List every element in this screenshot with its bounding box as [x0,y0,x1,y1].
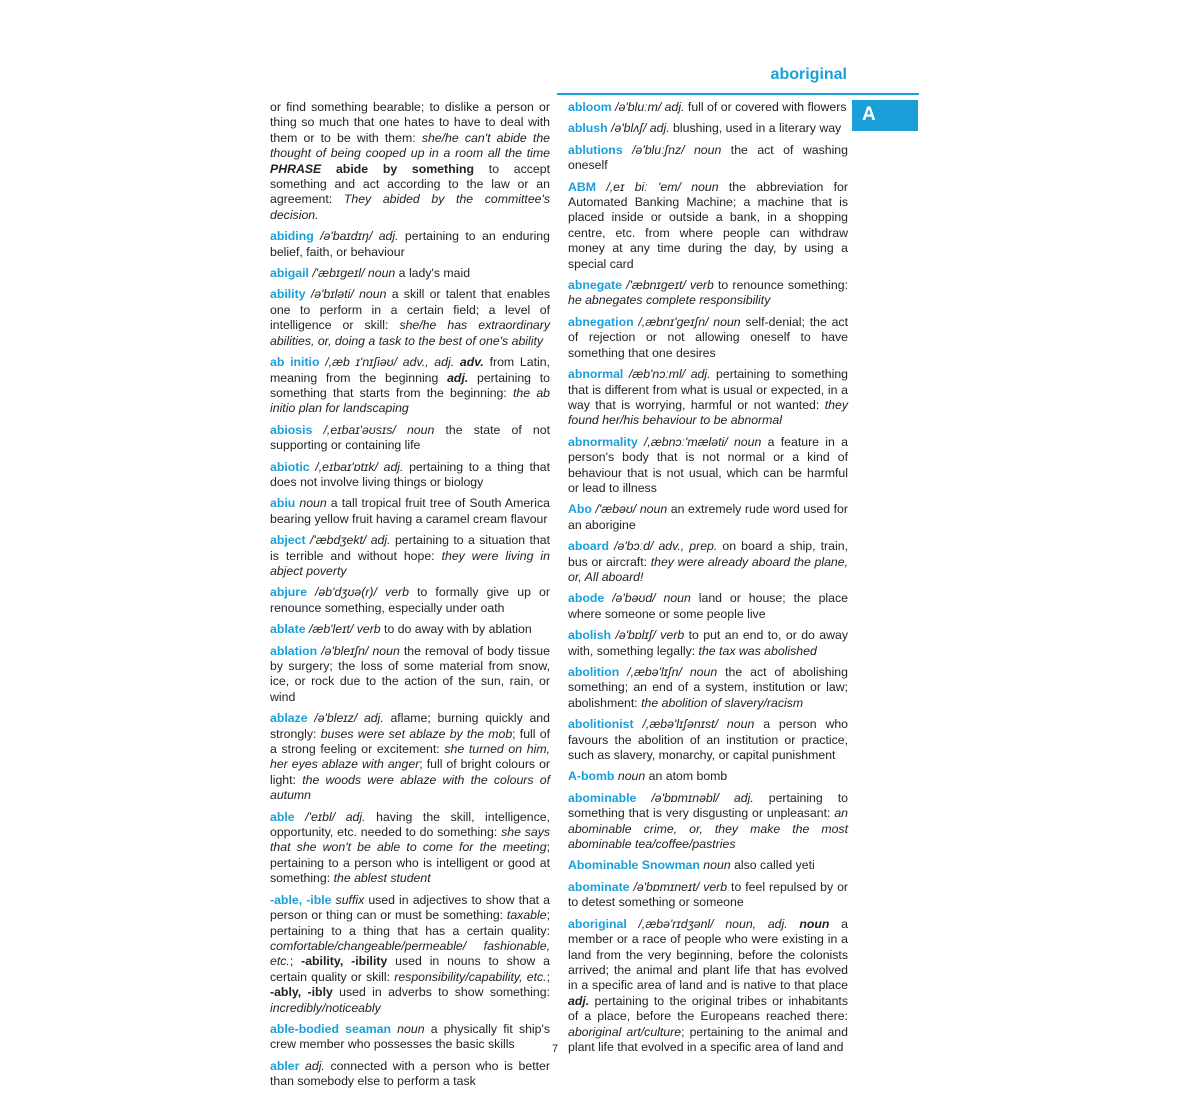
entry-example: an abominable crime, or, they make the most abominable tea/coffee/pastries [568,806,848,852]
entry-definition: pertaining to something that is different from what is usual or expected, in a way that is worrying, harmful or not wanted: [568,367,848,412]
entry-part-of-speech: verb [356,622,381,637]
entry-part-of-speech: noun [372,643,400,658]
entry-pronunciation: /ə'bluːʃnz/ [622,142,694,157]
dictionary-entry [568,665,848,711]
entry-headword: abiding [270,229,314,244]
entry-example: they were living in abject poverty [270,548,550,578]
entry-definition: to feel repulsed by or to detest something or someone [568,879,848,910]
entry-example: she/he has extraordinary abilities, or, doing a task to the best of one's ability [270,318,550,348]
entry-part-of-speech: noun [397,1021,425,1036]
entry-example: she/he can't abide the thought of being cooped up in a room all the time [270,130,550,161]
entry-example: they found her/his behaviour to be abnormal [568,397,848,428]
entry-pronunciation: /,æbə'rɪdʒənl/ [626,916,726,931]
entry-part-of-speech: noun [367,266,396,281]
entry-pronunciation: /æb'nɔːml/ [623,367,691,382]
dictionary-entry [270,496,550,527]
entry-part-of-speech: suffix [335,892,365,907]
entry-definition: ; pertaining to a person who is intelligent or good at something: [270,840,550,886]
entry-definition: a tall tropical fruit tree of South America bearing yellow fruit having a caramel cream flavour [270,496,550,526]
entry-part-of-speech: adj. [345,809,366,824]
entry-pronunciation: /ə'bleɪz/ [307,711,364,726]
dictionary-entry [270,229,550,260]
entry-definition: to renounce something: [713,278,848,293]
entry-definition: also called yeti [730,858,815,873]
entry-pronunciation: /'æbɪgeɪl/ [308,266,368,281]
entry-headword: abode [568,591,605,606]
dictionary-entry [270,585,550,616]
entry-definition: ; full of a strong feeling or excitement: [270,726,550,757]
entry-headword: abler [270,1058,300,1073]
entry-definition: ; pertaining to a thing that has a certain quality: [270,908,550,938]
entry-pronunciation: /,æbnɔː'mæləti/ [637,434,734,449]
entry-pronunciation: /'æbəʊ/ [591,502,640,517]
dictionary-entry [568,791,848,853]
entry-pronunciation: /ə'bəʊd/ [604,591,664,606]
entry-example: taxable [506,908,547,923]
entry-headword: ability [270,287,306,302]
entry-headword: ablation [270,643,318,658]
entry-headword: abnegation [568,314,634,329]
entry-label: adj. [447,370,469,385]
entry-definition: from Latin, meaning from the beginning [270,355,550,385]
dictionary-entry [568,769,848,784]
entry-part-of-speech: adj. [378,229,399,244]
entry-pronunciation: /,eɪbaɪ'əʊsɪs/ [312,422,407,437]
entry-definition: or find something bearable; to dislike a person or thing so much that one hates to have to deal with them or to be with them: [270,100,550,145]
entry-definition: aflame; burning quickly and strongly: [270,711,550,741]
entry-definition: pertaining to something that is very disgusting or unpleasant: [568,790,848,821]
entry-part-of-speech: noun [406,422,435,437]
entry-headword: abiosis [270,422,313,437]
entry-headword: abnegate [568,278,622,293]
entry-definition: the act of abolishing something; an end of a system, institution or law; abolishment: [568,665,848,710]
entry-example: he abnegates complete responsibility [568,293,771,308]
entry-headword: abolition [568,665,620,679]
entry-example: aboriginal art/culture [568,1024,682,1039]
entry-definition [788,917,800,931]
entry-definition: used in adjectives to show that a person or thing can or must be something: [270,892,550,923]
entry-definition: to formally give up or renounce something, especially under oath [270,585,550,615]
dictionary-entry [270,644,550,706]
dictionary-entry [270,355,550,417]
entry-part-of-speech: adj. [690,367,711,382]
dictionary-entry [270,810,550,887]
entry-part-of-speech: noun [713,314,741,329]
entry-definition: having the skill, intelligence, opportunity, etc. needed to do something: [270,809,550,840]
dictionary-entry [568,315,848,361]
dictionary-entry [568,367,848,429]
entry-pronunciation: /ə'baɪdɪŋ/ [313,229,379,244]
entry-definition: an extremely rude word used for an aborigine [568,502,848,532]
dictionary-entry [568,880,848,911]
entry-part-of-speech: noun [726,717,755,732]
entry-headword: able-bodied seaman [270,1021,391,1036]
entry-definition: a member or a race of people who were existing in a land from the very beginning, before the colonists arrived; the animal and plant life that has evolved in a specific area of land and is native to that place [568,916,848,993]
entry-definition: used in adverbs to show something: [332,985,550,1000]
entry-headword: abject [270,533,306,548]
entry-part-of-speech: noun [703,858,731,873]
dictionary-entry [270,1022,550,1053]
entry-label: PHRASE [270,161,322,176]
entry-example: they were already aboard the plane, or, All aboard! [568,554,848,584]
dictionary-entry [568,717,848,763]
entry-part-of-speech: adj. [733,790,754,805]
entry-label: noun [799,916,830,931]
page-number: 7 [552,1043,559,1055]
entry-definition: a physically fit ship's crew member who possesses the basic skills [270,1021,550,1052]
dictionary-entry [568,628,848,659]
entry-definition: ; full of bright colours or light: [270,757,551,787]
entry-part-of-speech: noun, adj. [725,916,788,931]
entry-definition: used in nouns to show a certain quality or skill: [270,954,550,984]
entry-definition: a person who favours the abolition of an institution or practice, such as slavery, monarchy, or capital punishment [568,717,848,763]
entry-part-of-speech: noun [689,665,718,679]
entry-definition: a skill or talent that enables one to perform in a certain field; a level of intelligence or skill: [270,287,550,333]
dictionary-entry [270,266,550,281]
entry-definition: to put an end to, or do away with, something legally: [568,628,848,658]
entry-definition: pertaining to an enduring belief, faith, or behaviour [270,229,550,259]
entry-part-of-speech: noun [663,591,691,606]
entry-definition: pertaining to a thing that does not involve living things or biology [270,459,550,489]
entry-definition: the state of not supporting or containing life [270,422,550,453]
entry-part-of-speech: noun [691,179,719,194]
entry-headword: Abo [568,502,592,517]
entry-headword: abiu [270,496,296,511]
entry-part-of-speech: verb [660,628,685,643]
entry-pronunciation: /ə'bɪləti/ [305,287,360,302]
entry-headword: abigail [270,266,309,281]
entry-headword: abominate [568,879,630,894]
entry-pronunciation: /,eɪbaɪ'ɒtɪk/ [309,459,384,474]
entry-phrase: abide by something [321,161,475,176]
entry-pronunciation: /əb'dʒʊə(r)/ [306,585,386,600]
entry-definition: pertaining to a situation that is terrible and without hope: [270,533,550,563]
entry-example: the abolition of slavery/racism [641,695,804,710]
entry-definition: pertaining to the original tribes or inhabitants of a place, before the Europeans reached there: [568,993,848,1024]
dictionary-entry [568,278,848,309]
entry-pronunciation: /ə'bɒmɪnəbl/ [636,790,734,805]
entry-headword: ablush [568,121,608,136]
entry-definition: the act of washing oneself [568,142,848,173]
entry-example: the ab initio plan for landscaping [270,385,550,416]
entry-pronunciation: /,æbə'lɪʃn/ [619,665,690,679]
entry-part-of-speech: adj. [363,711,384,726]
dictionary-entry [270,533,550,579]
dictionary-entry [270,711,550,803]
entry-definition: blushing, used in a literary way [669,121,842,136]
entry-headword: abjure [270,585,307,600]
dictionary-entry [568,858,848,873]
entry-pronunciation: /,eɪ biː 'em/ [596,179,692,194]
entry-headword: able [270,809,295,824]
entry-definition: a lady's maid [395,266,471,281]
entry-part-of-speech: adj. [370,533,391,548]
entry-definition: full of or covered with flowers [684,100,847,114]
entry-example: buses were set ablaze by the mob [320,726,513,741]
entry-label: adj. [568,993,590,1008]
right-column [568,100,848,1061]
entry-example: incredibly/noticeably [270,1000,381,1015]
dictionary-entry [568,502,848,533]
entry-part-of-speech: noun [359,287,387,302]
dictionary-entry [270,893,550,1016]
entry-part-of-speech: verb [385,585,409,600]
entry-definition: self-denial; the act of rejection or not allowing oneself to have something that one desires [568,314,849,360]
entry-pronunciation: /,æb ɪ'nɪʃiəʊ/ [319,355,403,370]
entry-example: the ablest student [333,871,431,886]
entry-pronunciation: /,æbnɪ'geɪʃn/ [633,314,714,329]
entry-pronunciation: /æb'leɪt/ [305,622,357,637]
entry-pronunciation: /'æbnɪgeɪt/ [622,278,690,293]
letter-tab: A [852,100,918,131]
entry-part-of-speech: noun [733,434,762,449]
entry-headword: ablaze [270,711,308,726]
entry-headword: aboard [568,539,609,554]
entry-part-of-speech: noun [693,142,722,157]
entry-part-of-speech: noun [299,496,327,511]
entry-pronunciation: /ə'bleɪʃn/ [317,643,373,658]
dictionary-entry [270,100,550,223]
dictionary-entry [568,539,848,585]
entry-part-of-speech: adj. [305,1058,325,1073]
entry-headword: abloom [568,100,612,114]
entry-headword: ab initio [270,355,320,370]
entry-pronunciation: /'eɪbl/ [294,809,346,824]
dictionary-entry [568,100,848,115]
entry-part-of-speech: adj. [383,459,404,474]
entry-definition: pertaining to something that starts from the beginning: [270,370,550,400]
entry-example: the tax was abolished [698,643,817,658]
entry-headword: A-bomb [568,769,615,784]
dictionary-entry [270,460,550,491]
entry-example: comfortable/changeable/permeable/ fashionable, etc. [270,938,550,969]
entry-part-of-speech: adv., prep. [658,539,718,554]
entry-definition: to do away with by ablation [380,622,532,637]
entry-definition: connected with a person who is better than somebody else to perform a task [270,1058,550,1089]
entry-headword: ablutions [568,142,623,157]
entry-headword: abnormal [568,367,624,382]
entry-headword: ABM [568,179,597,194]
entry-part-of-speech: adv., adj. [402,355,455,370]
entry-headword: aboriginal [568,916,627,931]
entry-definition: to accept something and act according to the law or an agreement: [270,161,550,207]
dictionary-entry [568,121,848,136]
dictionary-entry [568,435,848,497]
entry-definition: a feature in a person's body that is not normal or a kind of behaviour that is not usual, which can be harmful or lead to illness [568,434,848,495]
entry-headword: -able, -ible [270,892,332,907]
entry-headword: abominable [568,790,637,805]
entry-part-of-speech: noun [639,502,668,517]
entry-definition: an atom bomb [645,769,728,784]
entry-label: adv. [459,355,484,370]
entry-pronunciation: /ə'bɒmɪneɪt/ [629,879,704,894]
entry-example: They abided by the committee's decision. [270,192,550,222]
entry-example: responsibility/capability, etc. [394,969,547,984]
entry-phrase: -ably, -ibly [270,985,333,1000]
entry-pronunciation: /ə'blʌʃ/ [607,121,650,136]
entry-part-of-speech: adj. [664,100,685,114]
dictionary-entry [270,1059,550,1090]
entry-definition: ; [289,954,302,969]
dictionary-entry [270,622,550,637]
guide-word: aboriginal [770,66,847,83]
entry-headword: ablate [270,622,306,637]
entry-pronunciation: /ə'bɔːd/ [609,539,659,554]
entry-phrase: -ability, -ibility [301,954,388,969]
entry-example: she says that she won't be able to come for the meeting [270,825,550,855]
entry-definition: land or house; the place where someone or some people live [568,591,848,621]
entry-headword: abiotic [270,459,310,474]
entry-pronunciation: /'æbdʒekt/ [305,533,371,548]
entry-headword: abolitionist [568,717,634,732]
entry-definition: the removal of body tissue by surgery; the loss of some material from snow, ice, or rock due to the action of the sun, rain, or wind [270,643,550,704]
entry-pronunciation: /ə'bluːm/ [611,100,665,114]
dictionary-entry [568,591,848,622]
entry-part-of-speech: noun [617,769,646,784]
entry-pronunciation: /ə'bɒlɪʃ/ [611,628,661,643]
dictionary-entry [270,423,550,454]
dictionary-entry [568,917,848,1056]
entry-headword: abnormality [568,434,638,449]
entry-definition: the abbreviation for Automated Banking Machine; a machine that is placed inside or outside a bank, in a shopping centre, etc. from where people can withdraw money at any time during the day, by using a special card [568,179,848,271]
entry-headword: abolish [568,628,612,643]
left-column [270,100,550,1096]
dictionary-entry [270,287,550,349]
entry-definition: ; pertaining to the animal and plant life that evolved in a specific area of land and [568,1024,848,1054]
entry-headword: Abominable Snowman [568,858,700,873]
dictionary-entry [568,143,848,174]
entry-part-of-speech: verb [703,879,728,894]
dictionary-entry [568,180,848,272]
entry-example: the woods were ablaze with the colours of autumn [270,772,550,803]
entry-pronunciation: /,æbə'lɪʃənɪst/ [633,717,727,732]
header-rule [557,93,919,95]
entry-example: she turned on him, her eyes ablaze with anger [270,742,550,772]
entry-part-of-speech: verb [689,278,714,293]
entry-definition: on board a ship, train, bus or aircraft: [568,539,848,569]
entry-part-of-speech: adj. [649,121,670,136]
entry-definition: ; [546,969,550,984]
